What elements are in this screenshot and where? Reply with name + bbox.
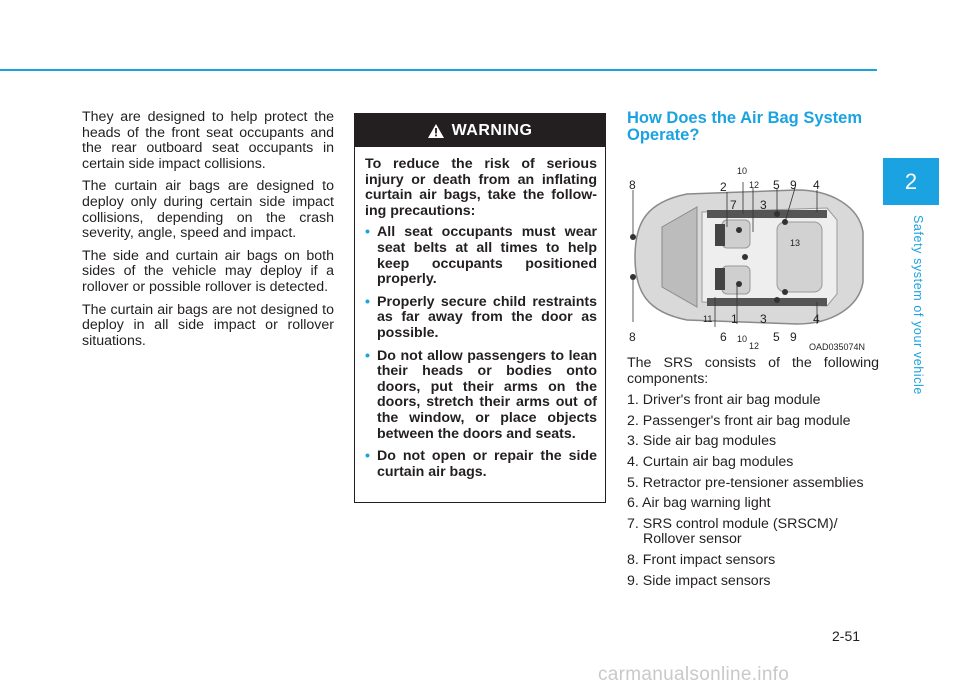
diagram-label: 1	[731, 312, 738, 326]
diagram-label: 3	[760, 198, 767, 212]
paragraph: The side and curtain air bags on both sides of the vehicle may deploy if a rollover or possible rollover is detected.	[82, 247, 334, 295]
diagram-label: 10	[737, 166, 748, 176]
list-item: 1. Driver's front air bag module	[627, 392, 821, 409]
list-item: 9. Side impact sensors	[627, 572, 771, 589]
list-item: 8. Front impact sensors	[627, 551, 776, 568]
diagram-label: 5	[773, 178, 780, 192]
diagram-label: 7	[730, 198, 737, 212]
top-rule	[0, 69, 877, 71]
bullet-icon: •	[365, 448, 370, 465]
airbag-system-diagram	[627, 152, 877, 352]
diagram-label: 9	[790, 178, 797, 192]
section-title: How Does the Air Bag System Operate?	[627, 109, 863, 144]
paragraph: The curtain air bags are not designed to deploy in all side impact or rollover situations.	[82, 301, 334, 349]
list-item: 3. Side air bag modules	[627, 433, 777, 450]
watermark: carmanualsonline.info	[598, 664, 790, 685]
chapter-title: Safety system of your vehicle	[911, 215, 925, 395]
warning-intro: To reduce the risk of serious injury or death from an inflating curtain air bags, take the follow-ing precautions:	[365, 156, 597, 219]
warning-title: WARNING	[451, 121, 533, 139]
bullet-icon: •	[365, 293, 370, 310]
bullet-icon: •	[365, 347, 370, 364]
diagram-label: 13	[790, 238, 801, 248]
diagram-label: 3	[760, 312, 767, 326]
warning-bullet-list	[365, 225, 597, 480]
list-item: 2. Passenger's front air bag module	[627, 412, 851, 429]
warning-bullet: • Properly secure child restraints as far away from the door as possible.	[365, 293, 597, 341]
diagram-label: 12	[749, 341, 760, 351]
warning-body	[355, 147, 605, 480]
diagram-label: 4	[813, 312, 820, 326]
warning-triangle-icon	[428, 124, 444, 138]
diagram-label: 4	[813, 178, 820, 192]
warning-bullet: • Do not open or repair the side curtain air bags.	[365, 448, 597, 480]
diagram-label: 6	[720, 330, 727, 344]
diagram-label: 2	[720, 180, 727, 194]
warning-bullet: • All seat occupants must wear seat belts at all times to help keep occupants positioned properly.	[365, 224, 597, 288]
paragraph: They are designed to help protect the heads of the front seat occupants and the rear outboard seat occupants in certain side impact collisions.	[82, 109, 334, 172]
warning-header	[355, 114, 605, 147]
diagram-label: 12	[749, 180, 760, 190]
diagram-label: 8	[629, 178, 636, 192]
list-item: 5. Retractor pre-tensioner assemblies	[627, 474, 864, 491]
diagram-label: 11	[703, 314, 713, 324]
warning-box	[354, 113, 606, 503]
diagram-label: 9	[790, 330, 797, 344]
list-item: 6. Air bag warning light	[627, 495, 771, 512]
right-column	[627, 110, 879, 594]
chapter-tab: 2	[883, 158, 939, 205]
diagram-label: 5	[773, 330, 780, 344]
left-column	[82, 110, 334, 356]
list-intro: The SRS consists of the following components:	[627, 355, 879, 387]
list-item: 4. Curtain air bag modules	[627, 453, 794, 470]
bullet-icon: •	[365, 224, 370, 241]
diagram-label: 10	[737, 334, 748, 344]
components-list	[627, 393, 879, 589]
diagram-label: 8	[629, 330, 636, 344]
diagram-code: OAD035074N	[809, 342, 866, 352]
warning-bullet: • Do not allow passengers to lean their heads or bodies onto doors, put their arms on the doors, stretch their arms out of the window, or place objects between the doors and seats.	[365, 347, 597, 442]
paragraph: The curtain air bags are designed to deploy only during certain side impact collisions, depending on the crash severity, angle, speed and impact.	[82, 178, 334, 242]
page-number: 2-51	[832, 628, 861, 644]
list-item: 7. SRS control module (SRSCM)/ Rollover sensor	[627, 515, 838, 548]
